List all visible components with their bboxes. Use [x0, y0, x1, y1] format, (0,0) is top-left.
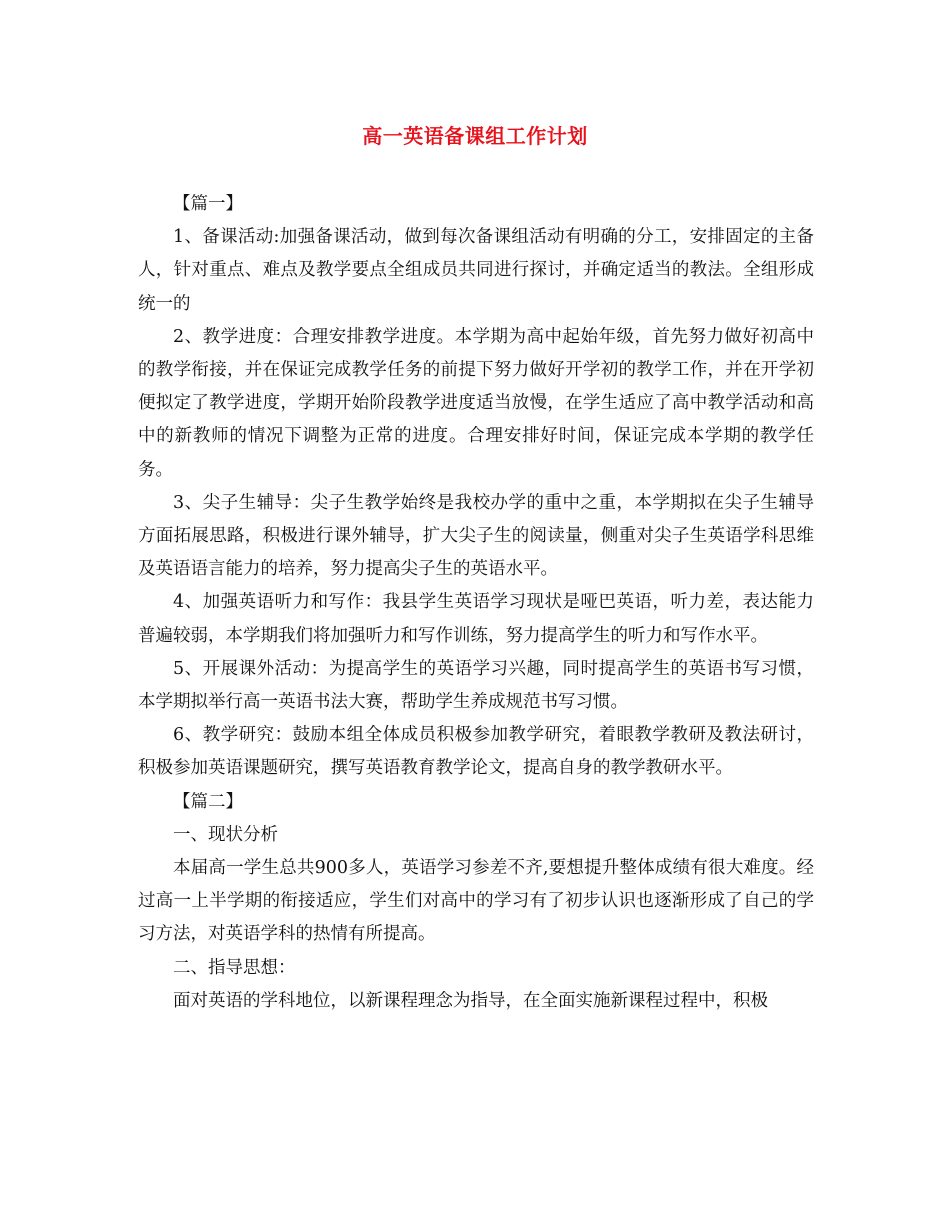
section-marker-2: 【篇二】: [173, 791, 243, 812]
paragraph-extracurricular: 5、开展课外活动：为提高学生的英语学习兴趣，同时提高学生的英语书写习惯，本学期拟举行高一英语书法大赛，帮助学生养成规范书写习惯。: [138, 658, 814, 713]
paragraph-teaching-progress: 2、教学进度：合理安排教学进度。本学期为高中起始年级，首先努力做好初高中的教学衔接，并在保证完成教学任务的前提下努力做好开学初的教学工作，并在开学初便拟定了教学进度，学期开始阶段教学进度适当放慢，在学生适应了高中教学活动和高中的新教师的情况下调整为正常的进度。合理安排好时间，保证完成本学期的教学任务。: [138, 326, 814, 480]
document-body: [138, 188, 814, 1018]
document-title: 高一英语备课组工作计划: [362, 124, 588, 148]
heading-situation-analysis: 一、现状分析: [173, 824, 278, 845]
paragraph-lesson-preparation: 1、备课活动:加强备课活动，做到每次备课组活动有明确的分工，安排固定的主备人，针对重点、难点及教学要点全组成员共同进行探讨，并确定适当的教法。全组形成统一的: [138, 227, 814, 314]
paragraph-listening-writing: 4、加强英语听力和写作：我县学生英语学习现状是哑巴英语，听力差，表达能力普遍较弱，本学期我们将加强听力和写作训练，努力提高学生的听力和写作水平。: [138, 592, 814, 646]
section-marker-1: 【篇一】: [173, 194, 243, 214]
paragraph-situation: 本届高一学生总共900多人，英语学习参差不齐,要想提升整体成绩有很大难度。经过高一上半学期的衔接适应，学生们对高中的学习有了初步认识也逐渐形成了自己的学习方法，对英语学科的热情有所提高。: [138, 858, 814, 945]
heading-guiding-ideology: 二、指导思想：: [173, 957, 296, 978]
paragraph-teaching-research: 6、教学研究：鼓励本组全体成员积极参加教学研究，着眼教学教研及教法研讨，积极参加英语课题研究，撰写英语教育教学论文，提高自身的教学教研水平。: [138, 725, 814, 779]
paragraph-guiding-ideology: 面对英语的学科地位，以新课程理念为指导，在全面实施新课程过程中，积极: [173, 990, 768, 1011]
paragraph-top-student-tutoring: 3、尖子生辅导：尖子生教学始终是我校办学的重中之重，本学期拟在尖子生辅导方面拓展思路，积极进行课外辅导，扩大尖子生的阅读量，侧重对尖子生英语学科思维及英语语言能力的培养，努力提高尖子生的英语水平。: [138, 492, 814, 580]
